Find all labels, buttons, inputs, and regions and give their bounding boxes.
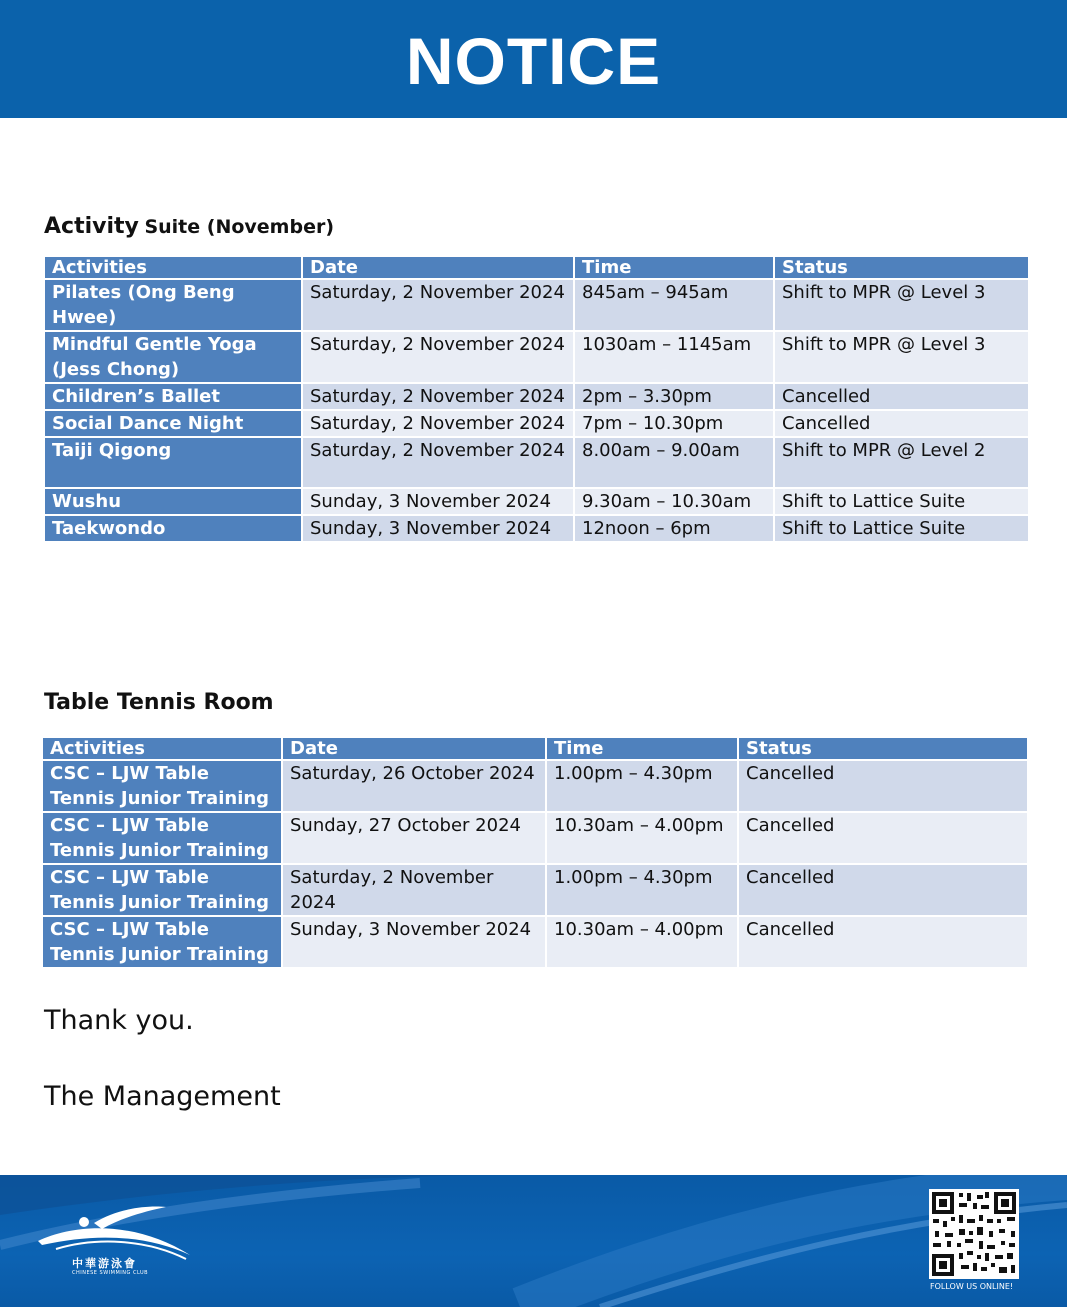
time-cell: 7pm – 10.30pm bbox=[574, 410, 774, 437]
time-cell: 8.00am – 9.00am bbox=[574, 437, 774, 488]
activity-cell: Children’s Ballet bbox=[44, 383, 302, 410]
table-tennis-title: Table Tennis Room bbox=[44, 690, 274, 715]
status-cell: Shift to Lattice Suite bbox=[774, 488, 1029, 515]
activity-suite-title-main: Activity bbox=[44, 214, 139, 239]
table-row bbox=[42, 760, 1028, 812]
status-cell: Shift to MPR @ Level 3 bbox=[774, 279, 1029, 331]
time-cell: 1030am – 1145am bbox=[574, 331, 774, 383]
date-cell: Saturday, 26 October 2024 bbox=[282, 760, 546, 812]
time-cell: 10.30am – 4.00pm bbox=[546, 916, 738, 968]
date-cell: Saturday, 2 November 2024 bbox=[302, 331, 574, 383]
column-header: Status bbox=[738, 737, 1028, 760]
table-row bbox=[42, 916, 1028, 968]
activity-cell: Mindful Gentle Yoga (Jess Chong) bbox=[44, 331, 302, 383]
column-header: Status bbox=[774, 256, 1029, 279]
date-cell: Saturday, 2 November 2024 bbox=[282, 864, 546, 916]
time-cell: 9.30am – 10.30am bbox=[574, 488, 774, 515]
table-row bbox=[44, 279, 1029, 331]
footer-band bbox=[0, 1175, 1067, 1307]
time-cell: 1.00pm – 4.30pm bbox=[546, 864, 738, 916]
time-cell: 2pm – 3.30pm bbox=[574, 383, 774, 410]
table-row bbox=[42, 812, 1028, 864]
column-header: Date bbox=[282, 737, 546, 760]
column-header: Date bbox=[302, 256, 574, 279]
logo-english-name: CHINESE SWIMMING CLUB bbox=[72, 1270, 149, 1276]
date-cell: Saturday, 2 November 2024 bbox=[302, 410, 574, 437]
table-row bbox=[44, 410, 1029, 437]
date-cell: Saturday, 2 November 2024 bbox=[302, 437, 574, 488]
table-row bbox=[44, 515, 1029, 542]
table-tennis-table bbox=[41, 736, 1029, 969]
qr-caption: FOLLOW US ONLINE! bbox=[930, 1282, 1014, 1291]
date-cell: Sunday, 3 November 2024 bbox=[302, 515, 574, 542]
qr-code-icon[interactable] bbox=[929, 1189, 1019, 1279]
table-header-row bbox=[44, 256, 1029, 279]
date-cell: Sunday, 3 November 2024 bbox=[282, 916, 546, 968]
activity-cell: Wushu bbox=[44, 488, 302, 515]
time-cell: 10.30am – 4.00pm bbox=[546, 812, 738, 864]
time-cell: 1.00pm – 4.30pm bbox=[546, 760, 738, 812]
status-cell: Shift to MPR @ Level 2 bbox=[774, 437, 1029, 488]
activity-suite-title-rest: Suite (November) bbox=[144, 216, 335, 238]
status-cell: Cancelled bbox=[738, 812, 1028, 864]
time-cell: 845am – 945am bbox=[574, 279, 774, 331]
activity-cell: CSC – LJW Table Tennis Junior Training bbox=[42, 760, 282, 812]
activity-cell: Taiji Qigong bbox=[44, 437, 302, 488]
table-row bbox=[44, 331, 1029, 383]
column-header: Activities bbox=[44, 256, 302, 279]
activity-suite-table bbox=[43, 255, 1030, 543]
status-cell: Cancelled bbox=[774, 383, 1029, 410]
status-cell: Shift to Lattice Suite bbox=[774, 515, 1029, 542]
activity-cell: Taekwondo bbox=[44, 515, 302, 542]
page-title: NOTICE bbox=[405, 24, 662, 98]
column-header: Time bbox=[574, 256, 774, 279]
status-cell: Shift to MPR @ Level 3 bbox=[774, 331, 1029, 383]
signoff-text: The Management bbox=[44, 1081, 281, 1112]
header-band bbox=[0, 0, 1067, 118]
table-header-row bbox=[42, 737, 1028, 760]
activity-cell: Social Dance Night bbox=[44, 410, 302, 437]
status-cell: Cancelled bbox=[738, 760, 1028, 812]
activity-suite-title bbox=[44, 214, 334, 239]
status-cell: Cancelled bbox=[738, 864, 1028, 916]
table-row bbox=[42, 864, 1028, 916]
date-cell: Sunday, 3 November 2024 bbox=[302, 488, 574, 515]
status-cell: Cancelled bbox=[774, 410, 1029, 437]
date-cell: Saturday, 2 November 2024 bbox=[302, 383, 574, 410]
thank-you-text: Thank you. bbox=[44, 1005, 194, 1036]
date-cell: Sunday, 27 October 2024 bbox=[282, 812, 546, 864]
status-cell: Cancelled bbox=[738, 916, 1028, 968]
activity-cell: CSC – LJW Table Tennis Junior Training bbox=[42, 864, 282, 916]
activity-cell: CSC – LJW Table Tennis Junior Training bbox=[42, 812, 282, 864]
column-header: Activities bbox=[42, 737, 282, 760]
table-row bbox=[44, 383, 1029, 410]
activity-cell: Pilates (Ong Beng Hwee) bbox=[44, 279, 302, 331]
table-row bbox=[44, 488, 1029, 515]
time-cell: 12noon – 6pm bbox=[574, 515, 774, 542]
date-cell: Saturday, 2 November 2024 bbox=[302, 279, 574, 331]
table-row bbox=[44, 437, 1029, 488]
logo-chinese-name: 中華游泳會 bbox=[72, 1257, 137, 1270]
column-header: Time bbox=[546, 737, 738, 760]
activity-cell: CSC – LJW Table Tennis Junior Training bbox=[42, 916, 282, 968]
